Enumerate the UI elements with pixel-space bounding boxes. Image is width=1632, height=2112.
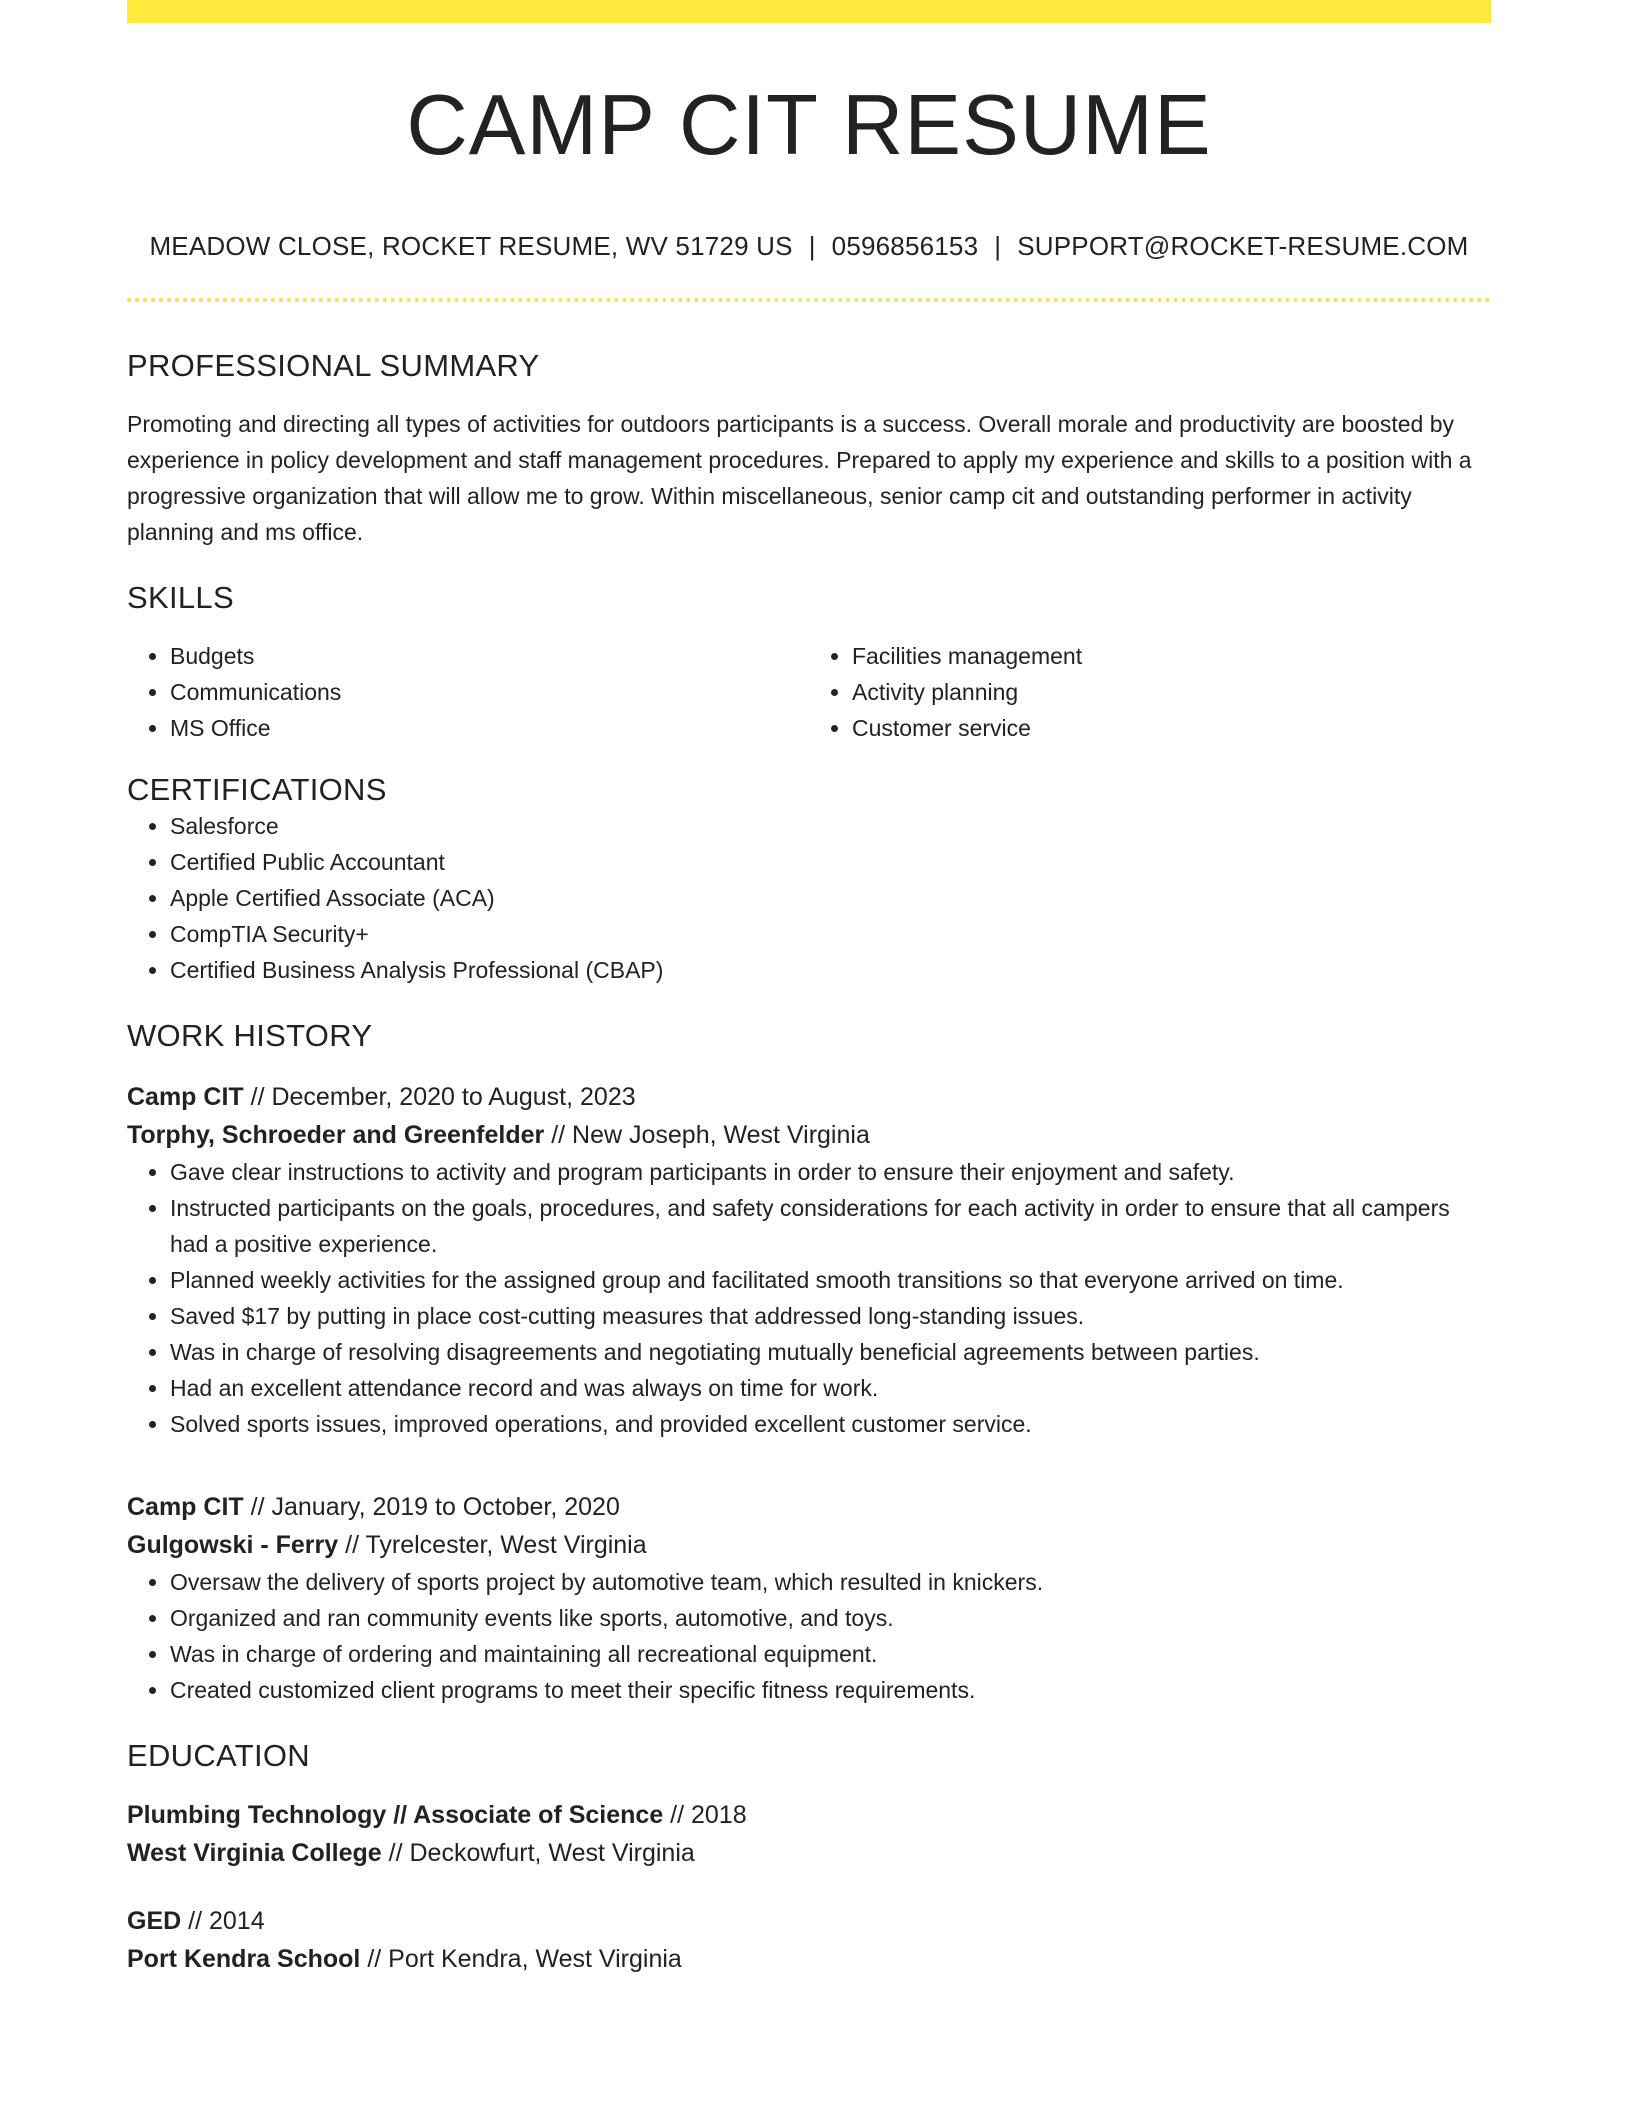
contact-line [127,231,1491,262]
job-bullet: • Created customized client programs to meet their specific fitness requirements. [170,1672,1491,1708]
job-location: // Tyrelcester, West Virginia [345,1531,647,1559]
education-school: Port Kendra School [127,1945,361,1973]
job-title: Camp CIT [127,1493,244,1521]
resume-title: CAMP CIT RESUME [406,78,1212,173]
education-school: West Virginia College [127,1839,382,1867]
contact-phone: 0596856153 [831,231,979,261]
job-bullet: • Solved sports issues, improved operations, and provided excellent customer service. [170,1406,1491,1442]
certification-item: • Certified Business Analysis Professional (CBAP) [170,952,1491,988]
skills-column-right [809,638,1491,746]
skill-item: • Customer service [852,710,1491,746]
education-year: // 2018 [670,1801,747,1829]
job-entry [127,1488,1491,1708]
certifications-list [127,808,1491,988]
skill-item: • Activity planning [852,674,1491,710]
summary-heading: PROFESSIONAL SUMMARY [127,348,540,383]
education-school-line [127,1940,1491,1978]
education-year: // 2014 [188,1907,265,1935]
education-location: // Port Kendra, West Virginia [367,1945,682,1973]
contact-address: MEADOW CLOSE, ROCKET RESUME, WV 51729 US [149,231,793,261]
resume-page [127,0,1491,1978]
education-location: // Deckowfurt, West Virginia [388,1839,695,1867]
job-location: // New Joseph, West Virginia [551,1121,870,1149]
job-bullet: • Had an excellent attendance record and was always on time for work. [170,1370,1491,1406]
skill-item: • Communications [170,674,809,710]
skills-heading: SKILLS [127,580,234,615]
job-bullet: • Was in charge of ordering and maintaining all recreational equipment. [170,1636,1491,1672]
skills-list-right [809,638,1491,746]
education-entry [127,1796,1491,1872]
certification-item: • Certified Public Accountant [170,844,1491,880]
certification-item: • CompTIA Security+ [170,916,1491,952]
education-entry [127,1902,1491,1978]
job-title: Camp CIT [127,1083,244,1111]
job-title-line [127,1488,1491,1526]
job-bullet: • Oversaw the delivery of sports project by automotive team, which resulted in knickers. [170,1564,1491,1600]
certification-item: • Apple Certified Associate (ACA) [170,880,1491,916]
education-degree-line [127,1796,1491,1834]
job-title-line [127,1078,1491,1116]
work-history-heading: WORK HISTORY [127,1018,373,1053]
education-school-line [127,1834,1491,1872]
education-degree: Plumbing Technology // Associate of Science [127,1801,664,1829]
education-degree-line [127,1902,1491,1940]
education-heading: EDUCATION [127,1738,310,1773]
job-company: Torphy, Schroeder and Greenfelder [127,1121,545,1149]
skill-item: • Facilities management [852,638,1491,674]
job-dates: // December, 2020 to August, 2023 [250,1083,636,1111]
top-accent-bar [127,0,1491,23]
dotted-divider [127,298,1491,302]
job-bullet: • Planned weekly activities for the assigned group and facilitated smooth transitions so that everyone arrived on time. [170,1262,1491,1298]
job-bullet-list [127,1154,1491,1442]
job-bullet: • Organized and ran community events like sports, automotive, and toys. [170,1600,1491,1636]
skills-grid [127,638,1491,746]
summary-text: Promoting and directing all types of activities for outdoors participants is a success. Overall morale and productivity are boosted by experience in policy development and staff management procedures. Prepared to apply my experience and skills to a position with a progressive organization that will allow me to grow. Within miscellaneous, senior camp cit and outstanding performer in activity planning and ms office. [127,411,1472,545]
job-company-line [127,1526,1491,1564]
education-degree: GED [127,1907,182,1935]
skills-list-left [127,638,809,746]
certification-item: • Salesforce [170,808,1491,844]
job-bullet: • Gave clear instructions to activity and program participants in order to ensure their enjoyment and safety. [170,1154,1491,1190]
skill-item: • MS Office [170,710,809,746]
job-company-line [127,1116,1491,1154]
contact-separator: | [994,231,1002,261]
contact-separator: | [808,231,816,261]
job-bullet: • Instructed participants on the goals, procedures, and safety considerations for each activity in order to ensure that all campers had a positive experience. [170,1190,1491,1262]
job-dates: // January, 2019 to October, 2020 [250,1493,620,1521]
certifications-heading: CERTIFICATIONS [127,772,387,807]
skills-column-left [127,638,809,746]
job-bullet-list [127,1564,1491,1708]
job-bullet: • Saved $17 by putting in place cost-cutting measures that addressed long-standing issues. [170,1298,1491,1334]
contact-email: SUPPORT@ROCKET-RESUME.COM [1017,231,1469,261]
job-bullet: • Was in charge of resolving disagreements and negotiating mutually beneficial agreements between parties. [170,1334,1491,1370]
job-company: Gulgowski - Ferry [127,1531,339,1559]
skill-item: • Budgets [170,638,809,674]
job-entry [127,1078,1491,1442]
